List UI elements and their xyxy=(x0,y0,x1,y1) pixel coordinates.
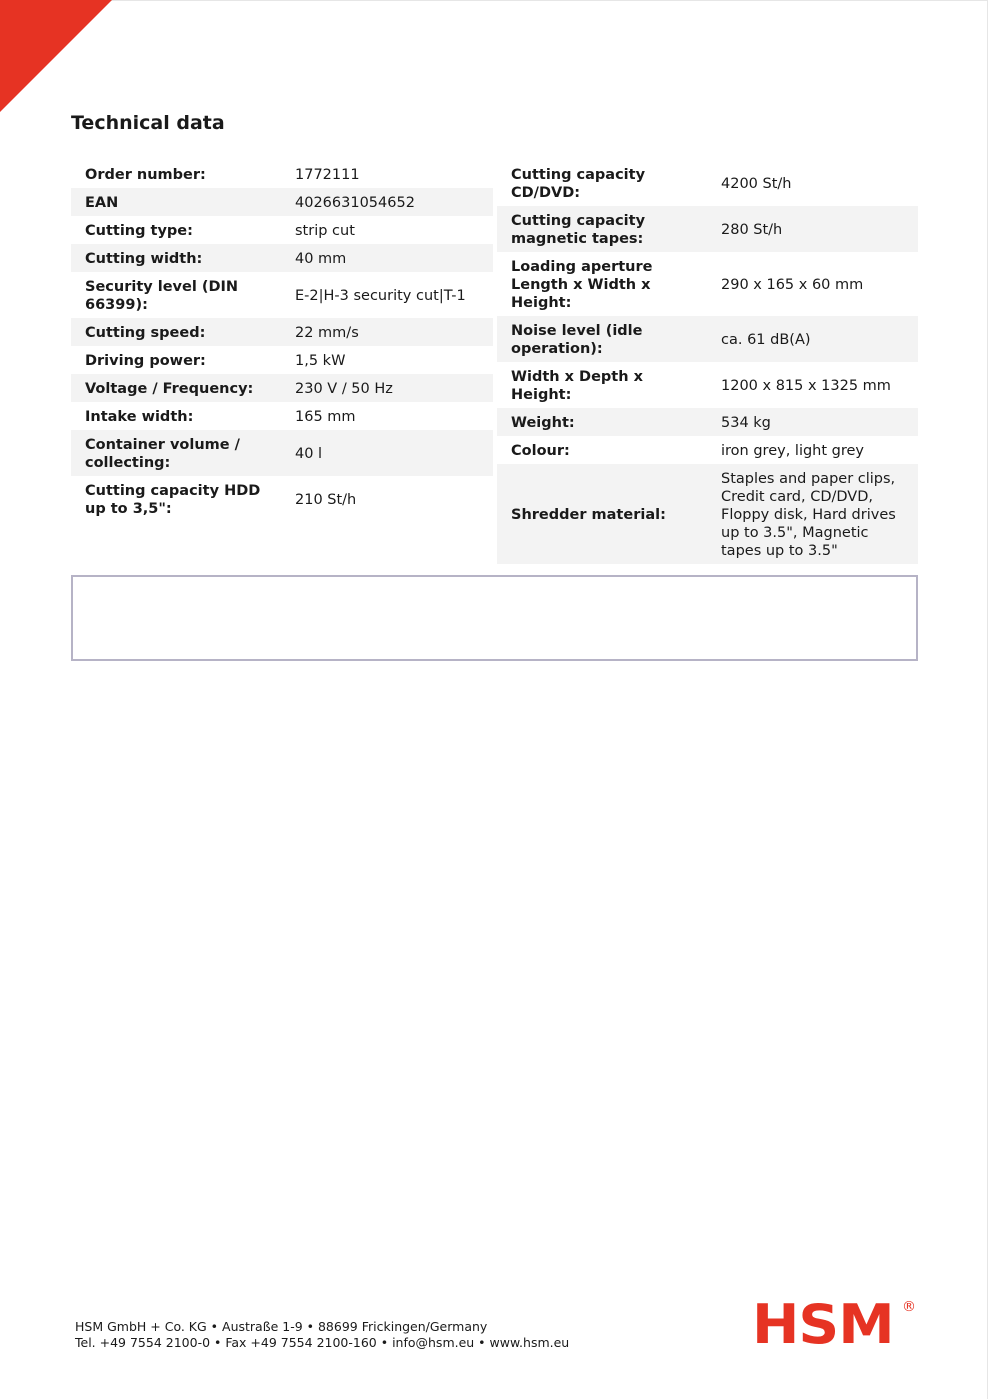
logo-text: HSM xyxy=(752,1293,894,1356)
spec-label: Cutting capacity HDD up to 3,5": xyxy=(85,483,261,517)
table-row xyxy=(71,244,493,272)
spec-label: Cutting width: xyxy=(71,244,281,272)
spec-table-left xyxy=(71,160,493,522)
spec-label: Shredder material: xyxy=(497,464,707,564)
table-row xyxy=(497,316,918,362)
spec-value: 165 mm xyxy=(295,409,356,425)
table-row xyxy=(71,188,493,216)
spec-label: Noise level (idle operation): xyxy=(497,316,707,362)
spec-label: Weight: xyxy=(497,408,707,436)
spec-value: 230 V / 50 Hz xyxy=(281,374,493,402)
table-row xyxy=(71,272,493,318)
spec-value: 4026631054652 xyxy=(281,188,493,216)
spec-label: Loading aperture Length x Width x Height: xyxy=(511,259,653,311)
spec-label: Cutting capacity magnetic tapes: xyxy=(497,206,707,252)
table-row xyxy=(497,436,918,464)
footer-line-company: HSM GmbH + Co. KG • Austraße 1-9 • 88699 Frickingen/Germany xyxy=(75,1319,488,1334)
registered-mark: ® xyxy=(902,1299,916,1315)
spec-value: strip cut xyxy=(295,223,355,239)
spec-label: Security level (DIN 66399): xyxy=(85,279,239,313)
spec-value: E-2|H-3 security cut|T-1 xyxy=(295,288,466,304)
spec-value: 280 St/h xyxy=(707,206,918,252)
spec-label: Cutting capacity CD/DVD: xyxy=(511,167,646,201)
spec-value: 40 mm xyxy=(281,244,493,272)
footer-line-contact: Tel. +49 7554 2100-0 • Fax +49 7554 2100-160 • info@hsm.eu • www.hsm.eu xyxy=(75,1334,570,1350)
spec-value: 40 l xyxy=(281,430,493,476)
table-row xyxy=(497,206,918,252)
table-row xyxy=(71,430,493,476)
spec-label: Colour: xyxy=(511,443,570,459)
footer-address xyxy=(75,1319,569,1350)
table-row xyxy=(497,362,918,408)
spec-value: 1,5 kW xyxy=(295,353,346,369)
spec-label: Cutting type: xyxy=(85,223,193,239)
table-row xyxy=(71,160,493,188)
technical-data-tables xyxy=(71,160,918,564)
spec-label: Width x Depth x Height: xyxy=(511,369,643,403)
spec-label: Container volume / collecting: xyxy=(71,430,281,476)
table-row xyxy=(71,374,493,402)
spec-label: EAN xyxy=(71,188,281,216)
page-title: Technical data xyxy=(71,112,225,134)
note-box xyxy=(71,575,918,661)
table-row xyxy=(497,252,918,316)
spec-label: Intake width: xyxy=(85,409,194,425)
table-row xyxy=(71,346,493,374)
table-row xyxy=(71,402,493,430)
table-row xyxy=(497,408,918,436)
spec-value: Staples and paper clips, Credit card, CD/DVD, Floppy disk, Hard drives up to 3.5", Magnetic tapes up to 3.5" xyxy=(707,464,918,564)
spec-value: 22 mm/s xyxy=(281,318,493,346)
spec-value: 290 x 165 x 60 mm xyxy=(721,277,864,293)
table-row xyxy=(71,476,493,522)
spec-value: ca. 61 dB(A) xyxy=(707,316,918,362)
spec-value: 210 St/h xyxy=(295,492,357,508)
spec-value: 4200 St/h xyxy=(721,176,792,192)
spec-label: Driving power: xyxy=(85,353,206,369)
spec-value: 1772111 xyxy=(295,167,360,183)
table-row xyxy=(497,464,918,564)
table-row xyxy=(71,318,493,346)
hsm-logo xyxy=(752,1293,916,1356)
spec-label: Order number: xyxy=(85,167,206,183)
spec-label: Voltage / Frequency: xyxy=(71,374,281,402)
table-row xyxy=(497,160,918,206)
spec-value: 1200 x 815 x 1325 mm xyxy=(721,378,891,394)
spec-value: iron grey, light grey xyxy=(721,443,865,459)
spec-table-right xyxy=(497,160,918,564)
spec-label: Cutting speed: xyxy=(71,318,281,346)
corner-accent xyxy=(0,0,112,112)
spec-value: 534 kg xyxy=(707,408,918,436)
table-row xyxy=(71,216,493,244)
